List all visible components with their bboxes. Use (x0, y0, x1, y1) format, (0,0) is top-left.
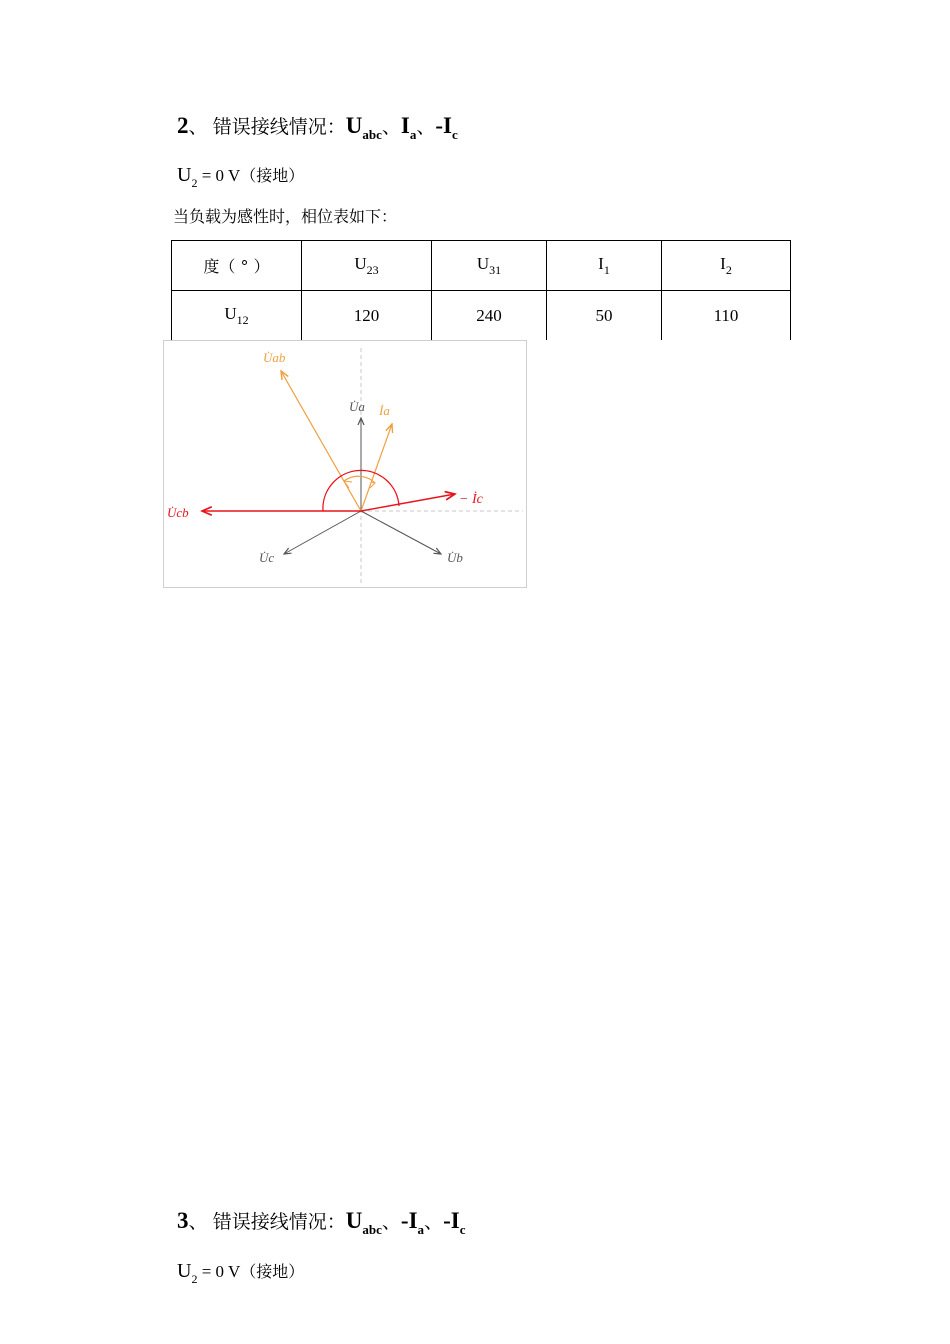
term-neg-ic: $-I_c$ (435, 113, 458, 142)
section-title: 错误接线情况： (212, 116, 346, 138)
separator: 、 (416, 116, 436, 138)
value-cell: 120 (302, 291, 432, 341)
section-number: 2 (177, 113, 189, 138)
term-neg-ic: $-I_c$ (443, 1208, 466, 1237)
section-number: 3 (177, 1208, 189, 1233)
header-cell: $I_1$ (547, 241, 662, 291)
uab-label: U̇ab (263, 350, 286, 365)
separator: 、 (188, 116, 208, 138)
separator: 、 (188, 1211, 208, 1233)
value-cell: 240 (432, 291, 547, 341)
term-ia: $I_a$ (400, 113, 417, 142)
phasor-diagram-svg (163, 340, 527, 588)
voltage-subscript: 2 (191, 176, 198, 190)
ground-note: （接地） (240, 1262, 305, 1281)
section-title: 错误接线情况： (212, 1211, 346, 1233)
ia-label: İa (379, 403, 390, 418)
term-uabc: $U_{abc}$ (345, 1208, 382, 1237)
table-row (172, 291, 791, 341)
ground-line-2 (177, 163, 304, 191)
voltage-symbol: U (177, 164, 192, 186)
row-label-cell: $U_{12}$ (172, 291, 302, 341)
header-cell: $I_2$ (662, 241, 791, 291)
ucb-label: U̇cb (167, 505, 189, 520)
ua-label: U̇a (349, 399, 365, 414)
separator: 、 (381, 1211, 401, 1233)
ub-label: U̇b (447, 550, 463, 565)
value-cell: 110 (662, 291, 791, 341)
header-cell: $U_{23}$ (302, 241, 432, 291)
separator: 、 (424, 1211, 444, 1233)
voltage-symbol: U (177, 1260, 192, 1282)
term-uabc: $U_{abc}$ (345, 113, 382, 142)
header-label-cell: 度（ ° ） (172, 241, 302, 291)
table-header-row (172, 241, 791, 291)
voltage-subscript: 2 (191, 1272, 198, 1286)
phase-table (171, 240, 791, 340)
neg-ic-label: − İc (459, 492, 483, 507)
ground-line-3 (177, 1259, 304, 1287)
uc-label: U̇c (259, 550, 275, 565)
separator: 、 (381, 116, 401, 138)
table-caption: 当负载为感性时，相位表如下： (173, 207, 398, 226)
value-cell: 50 (547, 291, 662, 341)
phasor-diagram (163, 340, 527, 588)
voltage-value: = 0 V (197, 166, 241, 185)
term-neg-ia: $-I_a$ (400, 1208, 425, 1237)
section-2-heading (177, 112, 458, 143)
voltage-value: = 0 V (197, 1262, 241, 1281)
ground-note: （接地） (240, 166, 305, 185)
header-cell: $U_{31}$ (432, 241, 547, 291)
section-3-heading (177, 1207, 465, 1238)
diagram-frame (164, 341, 527, 588)
